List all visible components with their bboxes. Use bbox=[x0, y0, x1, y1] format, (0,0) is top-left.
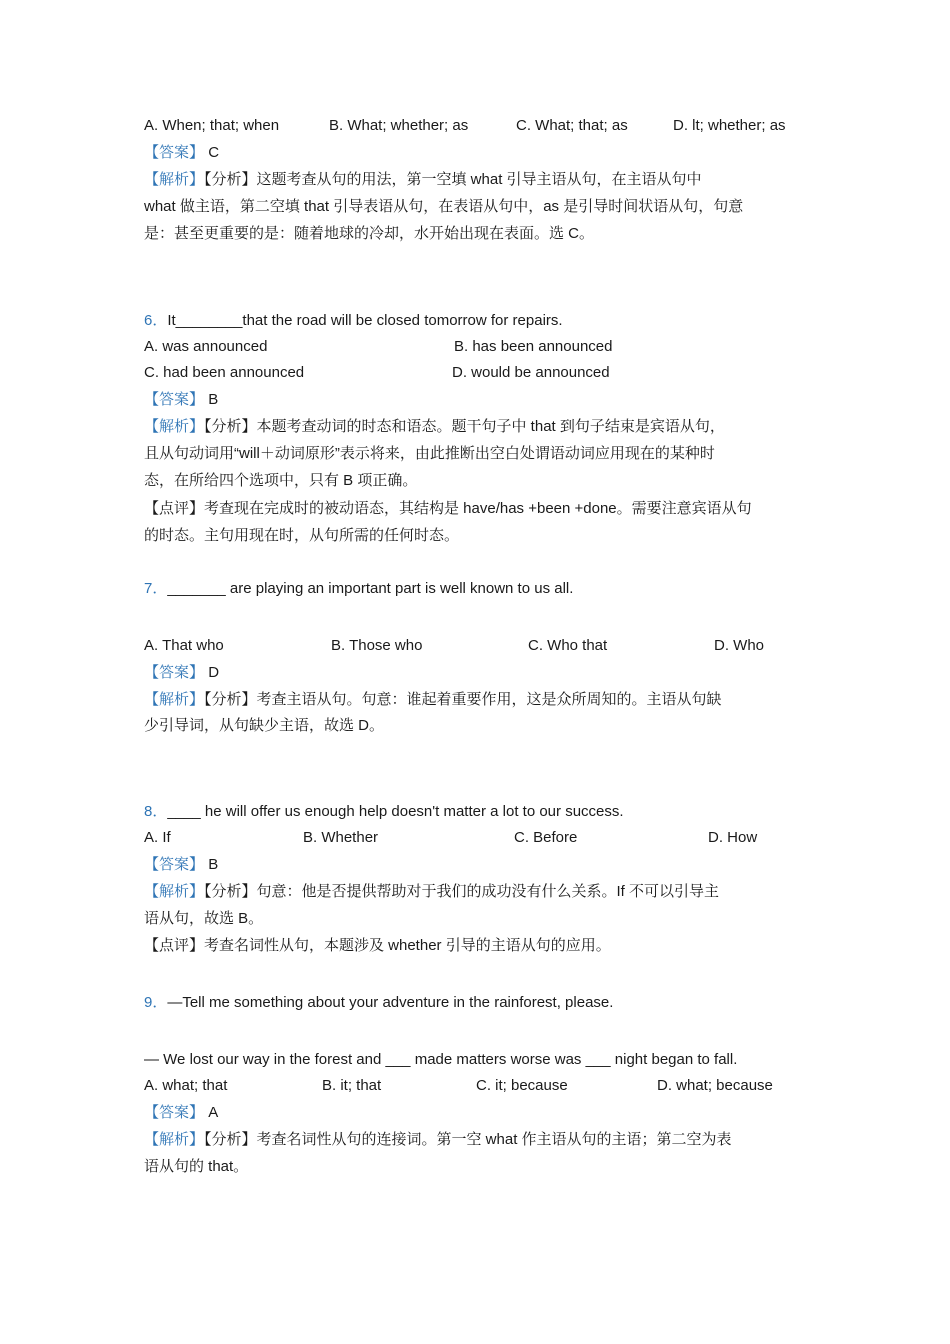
option-d: D. lt; whether; as bbox=[673, 117, 786, 134]
question-stem bbox=[144, 311, 563, 331]
analysis-line-2: 少引导词，从句缺少主语，故选 D。 bbox=[144, 717, 385, 734]
answer-label: 【答案】 bbox=[144, 391, 205, 408]
option-a: A. When; that; when bbox=[144, 117, 280, 134]
comment-line-2: 的时态。主句用现在时，从句所需的任何时态。 bbox=[144, 527, 460, 544]
question-stem bbox=[144, 993, 613, 1013]
option-c: C. it; because bbox=[476, 1077, 568, 1094]
answer-label: 【答案】 bbox=[144, 856, 205, 873]
stem-text: ____ he will offer us enough help doesn't matter a lot to our success. bbox=[167, 803, 624, 820]
analysis-label: 【解析】 bbox=[144, 691, 205, 708]
option-b: B. Those who bbox=[331, 637, 423, 654]
option-a: A. was announced bbox=[144, 338, 268, 355]
answer-line bbox=[144, 1103, 218, 1123]
option-a: A. If bbox=[144, 829, 171, 846]
analysis-line-1 bbox=[144, 882, 719, 902]
analysis-line-3: 态，在所给四个选项中，只有 B 项正确。 bbox=[144, 472, 418, 489]
option-c: C. What; that; as bbox=[516, 117, 628, 134]
analysis-label: 【解析】 bbox=[144, 1131, 205, 1148]
option-b: B. it; that bbox=[322, 1077, 382, 1094]
analysis-line-2: 且从句动词用“will＋动词原形”表示将来，由此推断出空白处谓语动词应用现在的某种时 bbox=[144, 445, 715, 462]
option-b: B. has been announced bbox=[454, 338, 613, 355]
option-c: C. had been announced bbox=[144, 364, 305, 381]
answer-line bbox=[144, 390, 218, 410]
question-number: 6． bbox=[144, 312, 168, 329]
analysis-line-2: 语从句的 that。 bbox=[144, 1158, 249, 1175]
analysis-line-2: 语从句，故选 B。 bbox=[144, 910, 264, 927]
comment-line-1: 【点评】考查名词性从句，本题涉及 whether 引导的主语从句的应用。 bbox=[144, 937, 611, 954]
option-a: A. That who bbox=[144, 637, 224, 654]
answer-value: D bbox=[208, 664, 220, 681]
option-d: D. Who bbox=[714, 637, 765, 654]
option-d: D. would be announced bbox=[452, 364, 610, 381]
answer-value: A bbox=[208, 1104, 219, 1121]
question-stem bbox=[144, 579, 573, 599]
answer-label: 【答案】 bbox=[144, 664, 205, 681]
option-d: D. How bbox=[708, 829, 758, 846]
comment-line-1: 【点评】考查现在完成时的被动语态，其结构是 have/has +been +done。需要注意宾语从句 bbox=[144, 500, 752, 517]
analysis-label: 【解析】 bbox=[144, 883, 205, 900]
analysis-line-1 bbox=[144, 170, 702, 190]
analysis-line-1 bbox=[144, 1130, 732, 1150]
answer-line bbox=[144, 855, 218, 875]
analysis-line-1 bbox=[144, 690, 722, 710]
stem-text: _______ are playing an important part is well known to us all. bbox=[167, 580, 574, 597]
analysis-line-1 bbox=[144, 417, 725, 437]
analysis-text: 【分析】句意：他是否提供帮助对于我们的成功没有什么关系。If 不可以引导主 bbox=[204, 883, 720, 900]
analysis-text: 【分析】考查名词性从句的连接词。第一空 what 作主语从句的主语；第二空为表 bbox=[204, 1131, 732, 1148]
analysis-text: 【分析】本题考查动词的时态和语态。题干句子中 that 到句子结束是宾语从句， bbox=[204, 418, 725, 435]
analysis-label: 【解析】 bbox=[144, 418, 205, 435]
option-a: A. what; that bbox=[144, 1077, 228, 1094]
analysis-text: 【分析】这题考查从句的用法，第一空填 what 引导主语从句，在主语从句中 bbox=[204, 171, 702, 188]
analysis-line-3: 是：甚至更重要的是：随着地球的冷却，水开始出现在表面。选 C。 bbox=[144, 225, 595, 242]
option-d: D. what; because bbox=[657, 1077, 773, 1094]
answer-label: 【答案】 bbox=[144, 144, 205, 161]
question-stem-reply: — We lost our way in the forest and ___ made matters worse was ___ night began to fall. bbox=[144, 1051, 738, 1068]
answer-value: B bbox=[208, 391, 219, 408]
option-c: C. Before bbox=[514, 829, 578, 846]
option-b: B. Whether bbox=[303, 829, 379, 846]
answer-line bbox=[144, 663, 219, 683]
question-number: 9． bbox=[144, 994, 168, 1011]
question-number: 7． bbox=[144, 580, 168, 597]
answer-value: C bbox=[208, 144, 220, 161]
option-b: B. What; whether; as bbox=[329, 117, 469, 134]
answer-line bbox=[144, 143, 219, 163]
answer-value: B bbox=[208, 856, 219, 873]
analysis-label: 【解析】 bbox=[144, 171, 205, 188]
question-number: 8． bbox=[144, 803, 168, 820]
stem-text: —Tell me something about your adventure in the rainforest, please. bbox=[167, 994, 614, 1011]
analysis-line-2: what 做主语，第二空填 that 引导表语从句，在表语从句中，as 是引导时间状语从句，句意 bbox=[144, 198, 744, 215]
answer-label: 【答案】 bbox=[144, 1104, 205, 1121]
option-c: C. Who that bbox=[528, 637, 608, 654]
stem-text: It________that the road will be closed tomorrow for repairs. bbox=[167, 312, 563, 329]
analysis-text: 【分析】考查主语从句。句意：谁起着重要作用，这是众所周知的。主语从句缺 bbox=[204, 691, 722, 708]
question-stem bbox=[144, 802, 624, 822]
